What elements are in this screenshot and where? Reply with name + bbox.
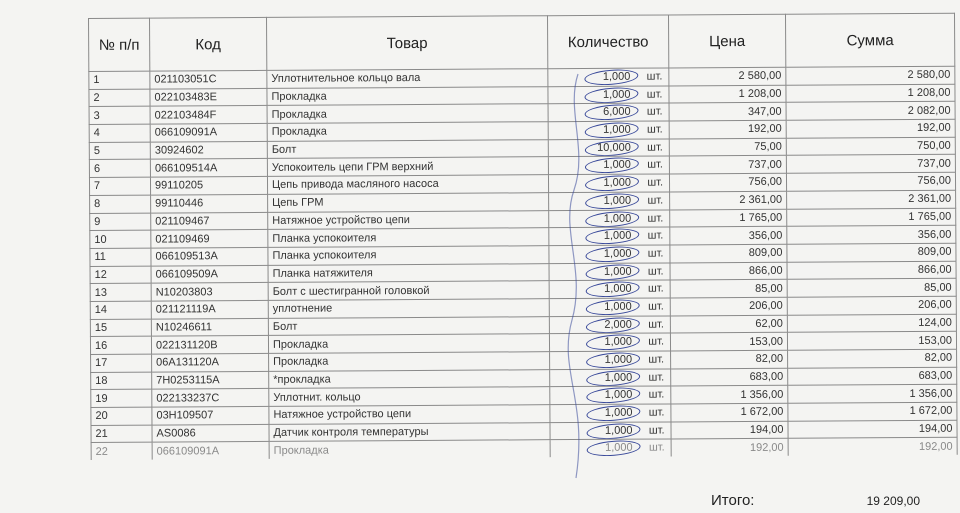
row-price: 756,00 <box>669 173 786 191</box>
row-item: Успокоитель цепи ГРМ верхний <box>267 157 548 176</box>
row-sum: 85,00 <box>787 278 956 297</box>
row-num: 22 <box>91 443 152 461</box>
row-unit: шт. <box>647 176 664 189</box>
row-price: 347,00 <box>669 103 786 121</box>
row-price: 866,00 <box>670 262 787 280</box>
row-unit: шт. <box>646 70 663 83</box>
row-num: 11 <box>90 248 151 266</box>
row-qty: 1,000 <box>602 88 631 101</box>
row-item: Болт <box>268 316 549 335</box>
row-num: 4 <box>89 124 150 142</box>
row-num: 6 <box>89 160 150 178</box>
row-qty: 2,000 <box>604 318 632 331</box>
row-qty: 1,000 <box>603 247 632 260</box>
row-qty-cell <box>548 121 669 139</box>
row-num: 18 <box>91 372 152 390</box>
header-qty: Количество <box>547 15 668 69</box>
row-code: 022103484F <box>150 106 267 124</box>
row-price: 356,00 <box>670 226 787 244</box>
row-price: 2 361,00 <box>670 191 787 209</box>
row-num: 5 <box>89 142 150 160</box>
row-qty-cell <box>550 404 671 422</box>
row-item: уплотнение <box>268 299 549 318</box>
row-num: 9 <box>90 213 151 231</box>
table-header-row <box>89 13 955 71</box>
row-item: Цепь привода масляного насоса <box>267 175 548 194</box>
row-price: 737,00 <box>669 156 786 174</box>
row-code: 066109091A <box>150 123 267 141</box>
header-sum: Сумма <box>785 13 954 67</box>
header-code: Код <box>150 17 267 71</box>
row-code: 7H0253115A <box>152 371 269 389</box>
row-sum: 206,00 <box>787 296 956 315</box>
row-item: Уплотнительное кольцо вала <box>267 69 548 88</box>
row-price: 1 765,00 <box>670 209 787 227</box>
row-code: N10246611 <box>151 318 268 336</box>
row-unit: шт. <box>648 441 665 455</box>
row-item: Планка успокоителя <box>268 246 549 265</box>
row-code: 066109513A <box>151 247 268 265</box>
row-item: Прокладка <box>267 104 548 123</box>
row-price: 1 672,00 <box>671 403 788 421</box>
total-value: 19 209,00 <box>866 494 920 508</box>
row-sum: 756,00 <box>786 172 955 191</box>
row-qty: 1,000 <box>603 159 631 172</box>
row-num: 10 <box>90 230 151 248</box>
row-code: 03H109507 <box>152 406 269 424</box>
row-unit: шт. <box>646 105 663 118</box>
row-price: 82,00 <box>671 350 788 368</box>
row-qty-cell <box>549 298 670 316</box>
invoice-table <box>88 13 958 460</box>
row-item: Прокладка <box>269 352 550 371</box>
header-price: Цена <box>668 14 785 68</box>
row-item: Планка успокоителя <box>268 228 549 247</box>
row-code: 021103051C <box>150 70 267 88</box>
row-code: 022103483E <box>150 88 267 106</box>
row-sum: 866,00 <box>787 261 956 280</box>
row-code: 021121119A <box>151 300 268 318</box>
row-num: 17 <box>91 354 152 372</box>
row-unit: шт. <box>647 229 664 242</box>
row-qty-cell <box>548 86 669 104</box>
row-num: 13 <box>90 283 151 301</box>
row-code: 022131120B <box>151 336 268 354</box>
row-qty-cell <box>549 333 670 351</box>
row-item: Натяжное устройство цепи <box>269 405 550 424</box>
row-sum: 124,00 <box>787 314 956 333</box>
row-unit: шт. <box>647 282 664 295</box>
row-qty-cell <box>548 156 669 174</box>
row-unit: шт. <box>648 318 664 331</box>
row-qty: 1,000 <box>604 335 633 349</box>
row-unit: шт. <box>647 211 664 225</box>
row-sum: 750,00 <box>786 137 955 156</box>
row-qty: 1,000 <box>604 389 633 402</box>
row-qty-cell <box>548 139 669 157</box>
row-num: 8 <box>90 195 151 213</box>
row-qty-cell <box>550 422 671 440</box>
row-qty-cell <box>548 103 669 121</box>
row-item: Цепь ГРМ <box>268 193 549 212</box>
row-code: 066109509A <box>151 265 268 283</box>
row-num: 2 <box>89 89 150 107</box>
row-code: N10203803 <box>151 283 268 301</box>
row-num: 21 <box>91 425 152 443</box>
row-code: 021109469 <box>151 230 268 248</box>
row-sum: 809,00 <box>787 243 956 262</box>
row-qty-cell <box>549 280 670 298</box>
row-sum: 1 672,00 <box>788 402 957 421</box>
row-sum: 356,00 <box>787 225 956 244</box>
row-code: 99110446 <box>151 194 268 212</box>
row-code: AS0086 <box>152 424 269 442</box>
row-qty: 1,000 <box>604 406 633 419</box>
row-qty-cell <box>550 386 671 404</box>
row-qty-cell <box>549 192 670 210</box>
row-sum: 82,00 <box>788 349 957 368</box>
row-sum: 192,00 <box>786 119 955 138</box>
row-unit: шт. <box>648 335 665 348</box>
row-sum: 194,00 <box>788 420 957 439</box>
row-code: 30924602 <box>150 141 267 159</box>
row-price: 2 580,00 <box>669 67 786 85</box>
row-qty: 1,000 <box>604 282 632 296</box>
row-qty-cell <box>548 174 669 192</box>
row-unit: шт. <box>647 247 664 260</box>
row-num: 12 <box>90 266 151 284</box>
row-item: Прокладка <box>269 440 550 459</box>
row-qty-cell <box>549 245 670 263</box>
row-sum: 737,00 <box>786 155 955 174</box>
row-qty: 1,000 <box>603 265 632 278</box>
row-unit: шт. <box>648 406 665 419</box>
row-num: 7 <box>89 177 150 195</box>
row-price: 153,00 <box>670 333 787 351</box>
row-price: 192,00 <box>669 120 786 138</box>
row-num: 20 <box>91 407 152 425</box>
row-item: Прокладка <box>267 86 548 105</box>
row-price: 62,00 <box>670 315 787 333</box>
row-item: Планка натяжителя <box>268 263 549 282</box>
row-sum: 2 082,00 <box>786 102 955 121</box>
row-qty-cell <box>550 351 671 369</box>
row-qty: 1,000 <box>604 371 633 384</box>
row-qty-cell <box>549 263 670 281</box>
row-item: Прокладка <box>268 334 549 353</box>
row-qty-cell <box>549 209 670 227</box>
row-qty-cell <box>549 316 670 334</box>
row-sum: 192,00 <box>788 438 957 456</box>
row-code: 06A131120A <box>152 353 269 371</box>
row-item: Болт <box>267 139 548 158</box>
row-qty: 1,000 <box>604 353 633 366</box>
row-price: 1 208,00 <box>669 85 786 103</box>
row-sum: 2 580,00 <box>786 66 955 85</box>
row-item: Датчик контроля температуры <box>269 422 550 441</box>
row-unit: шт. <box>648 300 664 313</box>
row-qty: 6,000 <box>603 106 631 119</box>
row-item: Болт с шестигранной головкой <box>268 281 549 300</box>
row-qty-cell <box>548 68 669 86</box>
row-sum: 153,00 <box>787 332 956 351</box>
row-num: 3 <box>89 106 150 124</box>
row-qty: 1,000 <box>603 176 632 189</box>
row-qty-cell <box>549 227 670 245</box>
row-qty-cell <box>550 369 671 387</box>
row-qty: 10,000 <box>597 141 631 154</box>
row-qty: 1,000 <box>604 300 632 313</box>
row-unit: шт. <box>647 158 663 172</box>
row-unit: шт. <box>646 88 663 101</box>
header-item: Товар <box>266 16 547 71</box>
row-qty: 1,000 <box>604 424 633 437</box>
row-unit: шт. <box>648 388 665 401</box>
row-item: Уплотнит. кольцо <box>269 387 550 406</box>
total-label: Итого: <box>711 492 755 509</box>
row-code: 066109514A <box>150 159 267 177</box>
row-num: 1 <box>89 71 150 89</box>
row-sum: 1 208,00 <box>786 84 955 103</box>
row-item: Прокладка <box>267 122 548 141</box>
row-qty-cell <box>550 439 671 457</box>
row-unit: шт. <box>647 194 664 207</box>
row-price: 206,00 <box>670 297 787 315</box>
row-qty: 1,000 <box>605 442 633 455</box>
row-price: 192,00 <box>671 439 788 457</box>
row-qty: 1,000 <box>603 194 632 207</box>
row-code: 021109467 <box>151 212 268 230</box>
row-sum: 2 361,00 <box>787 190 956 209</box>
header-num: № п/п <box>89 18 150 71</box>
row-unit: шт. <box>648 371 665 384</box>
row-qty: 1,000 <box>603 229 632 243</box>
row-unit: шт. <box>647 265 664 278</box>
row-item: Натяжное устройство цепи <box>268 210 549 229</box>
row-code: 022133237C <box>152 389 269 407</box>
row-price: 85,00 <box>670 279 787 297</box>
row-sum: 1 765,00 <box>787 208 956 227</box>
row-price: 809,00 <box>670 244 787 262</box>
row-unit: шт. <box>646 123 663 136</box>
row-unit: шт. <box>648 424 665 437</box>
row-sum: 1 356,00 <box>788 385 957 404</box>
row-price: 683,00 <box>671 368 788 386</box>
row-code: 99110205 <box>150 177 267 195</box>
row-item: *прокладка <box>269 369 550 388</box>
row-unit: шт. <box>648 353 665 366</box>
row-price: 1 356,00 <box>671 386 788 404</box>
row-price: 194,00 <box>671 421 788 439</box>
row-num: 14 <box>90 301 151 319</box>
row-unit: шт. <box>647 141 663 154</box>
row-code: 066109091A <box>152 442 269 460</box>
row-qty: 1,000 <box>603 123 631 136</box>
table-body <box>89 66 957 460</box>
row-qty: 1,000 <box>602 70 631 83</box>
row-price: 75,00 <box>669 138 786 156</box>
row-num: 15 <box>90 319 151 337</box>
row-sum: 683,00 <box>788 367 957 386</box>
row-num: 16 <box>90 336 151 354</box>
row-num: 19 <box>91 389 152 407</box>
row-qty: 1,000 <box>603 212 632 225</box>
